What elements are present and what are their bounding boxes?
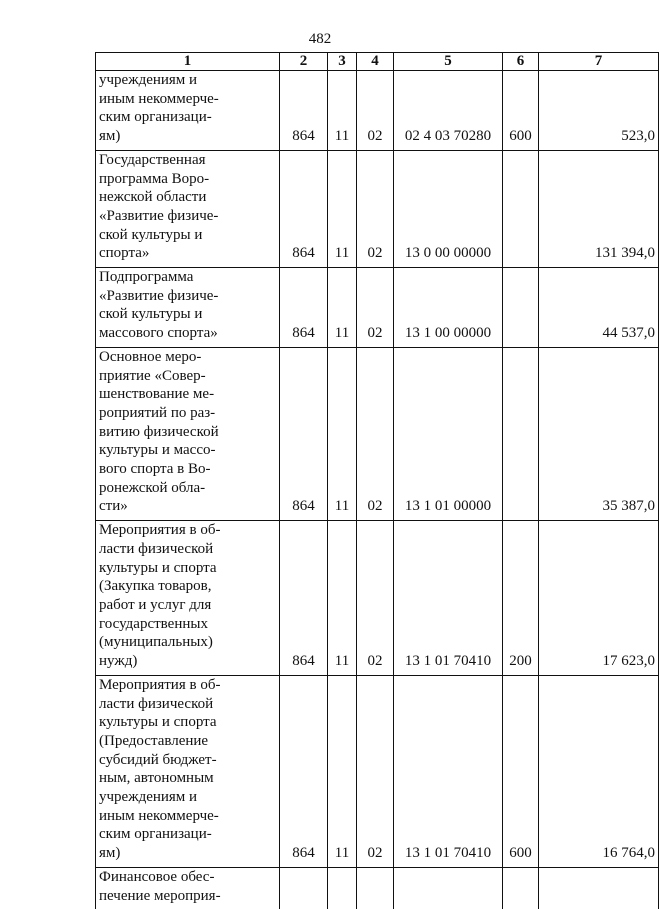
row-expense-type xyxy=(503,150,539,267)
header-col-4: 4 xyxy=(357,53,394,71)
row-target-code: 02 4 03 70280 xyxy=(394,71,503,151)
row-subsection xyxy=(357,867,394,909)
row-expense-type xyxy=(503,347,539,520)
row-target-code: 13 1 01 00000 xyxy=(394,347,503,520)
row-amount: 35 387,0 xyxy=(539,347,659,520)
row-gov-code: 864 xyxy=(280,150,328,267)
row-section: 11 xyxy=(328,268,357,348)
row-amount: 44 537,0 xyxy=(539,268,659,348)
table-row xyxy=(96,675,659,867)
row-target-code xyxy=(394,867,503,909)
row-subsection: 02 xyxy=(357,150,394,267)
row-expense-type: 600 xyxy=(503,675,539,867)
row-amount: 17 623,0 xyxy=(539,521,659,676)
row-name: Мероприятия в об- ласти физической культуры и спорта (Закупка товаров, работ и услуг для государственных (муниципальных) нужд) xyxy=(96,521,280,676)
row-section: 11 xyxy=(328,521,357,676)
row-amount xyxy=(539,867,659,909)
row-subsection: 02 xyxy=(357,675,394,867)
table-row xyxy=(96,268,659,348)
row-name: Мероприятия в об- ласти физической культуры и спорта (Предоставление субсидий бюджет- ным, автономным учреждениям и иным некоммерче- ским организаци- ям) xyxy=(96,675,280,867)
header-col-3: 3 xyxy=(328,53,357,71)
header-col-5: 5 xyxy=(394,53,503,71)
table-row xyxy=(96,150,659,267)
row-name: учреждениям и иным некоммерче- ским организаци- ям) xyxy=(96,71,280,151)
header-row xyxy=(96,53,659,71)
table-row xyxy=(96,347,659,520)
header-col-7: 7 xyxy=(539,53,659,71)
row-target-code: 13 0 00 00000 xyxy=(394,150,503,267)
row-section: 11 xyxy=(328,347,357,520)
row-gov-code: 864 xyxy=(280,675,328,867)
row-subsection: 02 xyxy=(357,71,394,151)
row-subsection: 02 xyxy=(357,521,394,676)
row-subsection: 02 xyxy=(357,347,394,520)
budget-table xyxy=(95,52,659,909)
row-section: 11 xyxy=(328,675,357,867)
row-name: Государственная программа Воро- нежской области «Развитие физиче- ской культуры и спорта» xyxy=(96,150,280,267)
row-expense-type xyxy=(503,867,539,909)
row-expense-type xyxy=(503,268,539,348)
page-number: 482 xyxy=(308,31,332,47)
header-col-1: 1 xyxy=(96,53,280,71)
row-gov-code: 864 xyxy=(280,268,328,348)
row-gov-code: 864 xyxy=(280,347,328,520)
row-section: 11 xyxy=(328,71,357,151)
row-gov-code: 864 xyxy=(280,521,328,676)
row-section xyxy=(328,867,357,909)
row-amount: 16 764,0 xyxy=(539,675,659,867)
row-name: Основное меро- приятие «Совер- шенствование ме- роприятий по раз- витию физической культуры и массо- вого спорта в Во- ронежской обла- сти» xyxy=(96,347,280,520)
table-row xyxy=(96,867,659,909)
header-col-2: 2 xyxy=(280,53,328,71)
row-name: Подпрограмма «Развитие физиче- ской культуры и массового спорта» xyxy=(96,268,280,348)
row-target-code: 13 1 00 00000 xyxy=(394,268,503,348)
row-gov-code xyxy=(280,867,328,909)
row-expense-type: 600 xyxy=(503,71,539,151)
row-expense-type: 200 xyxy=(503,521,539,676)
row-target-code: 13 1 01 70410 xyxy=(394,675,503,867)
row-section: 11 xyxy=(328,150,357,267)
row-subsection: 02 xyxy=(357,268,394,348)
row-name: Финансовое обес- печение мероприя- xyxy=(96,867,280,909)
row-target-code: 13 1 01 70410 xyxy=(394,521,503,676)
row-amount: 523,0 xyxy=(539,71,659,151)
header-col-6: 6 xyxy=(503,53,539,71)
row-amount: 131 394,0 xyxy=(539,150,659,267)
table-row xyxy=(96,71,659,151)
table-row xyxy=(96,521,659,676)
row-gov-code: 864 xyxy=(280,71,328,151)
